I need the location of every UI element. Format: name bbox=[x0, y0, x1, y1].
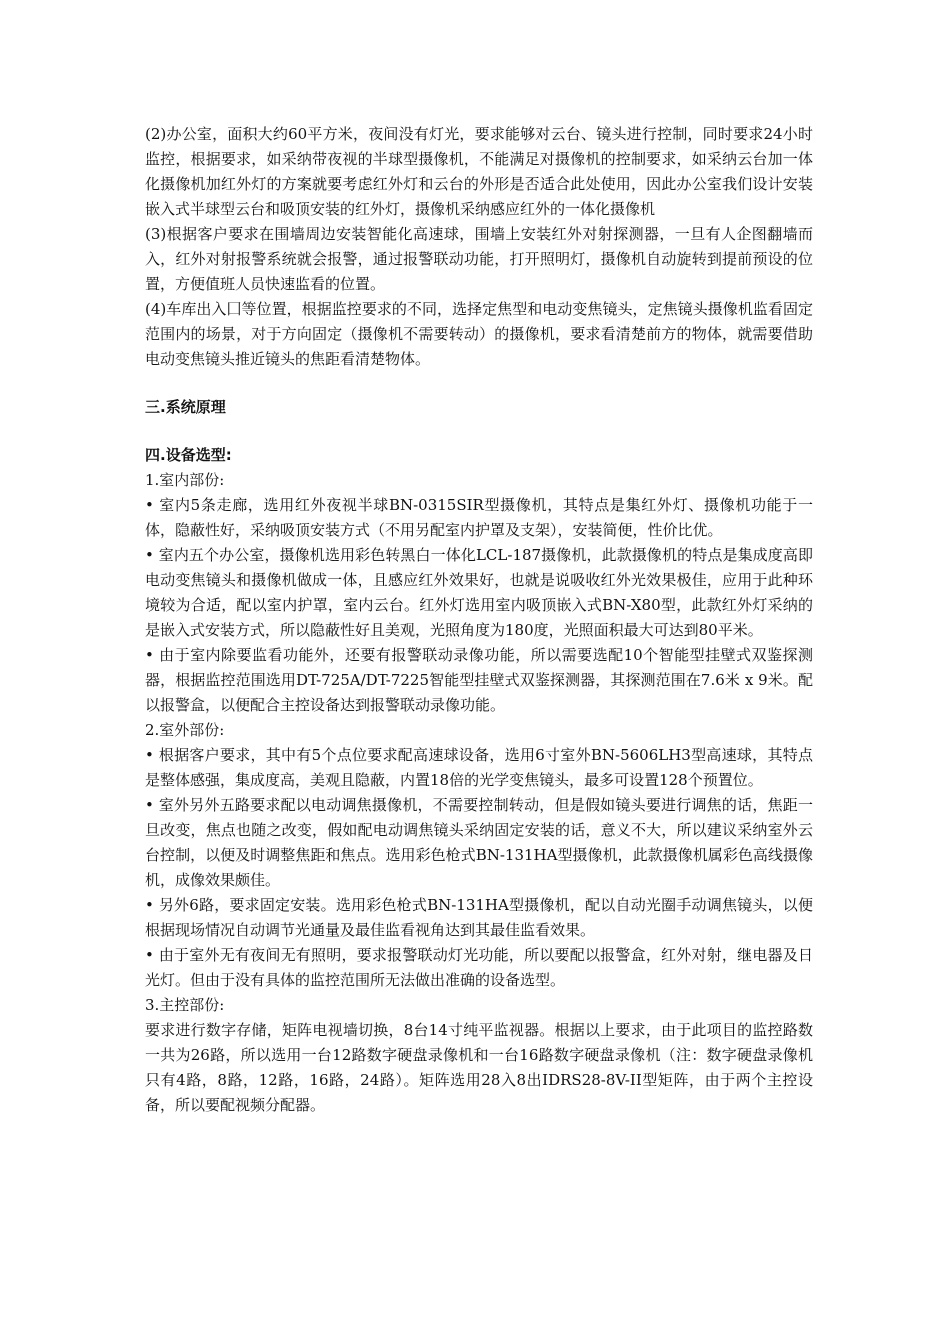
outdoor-item-speed-dome: • 根据客户要求，其中有5个点位要求配高速球设备，选用6寸室外BN-5606LH3型高速球，其特点是整体感强，集成度高，美观且隐蔽，内置18倍的光学变焦镜头，最多可设置128个预置位。 bbox=[145, 746, 813, 789]
indoor-item-office: • 室内五个办公室，摄像机选用彩色转黑白一体化LCL-187摄像机，此款摄像机的特点是集成度高即电动变焦镜头和摄像机做成一体，且感应红外效果好，也就是说吸收红外光效果极佳，应用于此种环境较为合适，配以室内护罩，室内云台。红外灯选用室内吸顶嵌入式BN-X80型，此款红外灯采纳的是嵌入式安装方式，所以隐蔽性好且美观，光照角度为180度，光照面积最大可达到80平米。 bbox=[145, 546, 813, 639]
document-body bbox=[145, 122, 813, 1118]
outdoor-item-alarm-lighting: • 由于室外无有夜间无有照明，要求报警联动灯光功能，所以要配以报警盒，红外对射，继电器及日光灯。但由于没有具体的监控范围所无法做出准确的设备选型。 bbox=[145, 946, 813, 989]
indoor-item-corridor: • 室内5条走廊，选用红外夜视半球BN-0315SIR型摄像机，其特点是集红外灯、摄像机功能于一体，隐蔽性好，采纳吸顶安装方式（不用另配室内护罩及支架），安装简便，性价比优。 bbox=[145, 496, 813, 539]
indoor-item-detector: • 由于室内除要监看功能外，还要有报警联动录像功能，所以需要选配10个智能型挂壁式双鉴探测器，根据监控范围选用DT-725A/DT-7225智能型挂壁式双鉴探测器，其探测范围在7.6米 x 9米。配以报警盒，以便配合主控设备达到报警联动录像功能。 bbox=[145, 646, 813, 714]
outdoor-item-motor-zoom: • 室外另外五路要求配以电动调焦摄像机，不需要控制转动，但是假如镜头要进行调焦的话，焦距一旦改变，焦点也随之改变，假如配电动调焦镜头采纳固定安装的话，意义不大，所以建议采纳室外云台控制，以便及时调整焦距和焦点。选用彩色枪式BN-131HA型摄像机，此款摄像机属彩色高线摄像机，成像效果颇佳。 bbox=[145, 796, 813, 889]
section-gap bbox=[145, 372, 813, 395]
subsection-title-control: 3.主控部份: bbox=[145, 996, 225, 1014]
section-title-equipment-selection: 四.设备选型: bbox=[145, 446, 232, 464]
outdoor-item-fixed: • 另外6路，要求固定安装。选用彩色枪式BN-131HA型摄像机，配以自动光圈手动调焦镜头，以便根据现场情况自动调节光通量及最佳监看视角达到其最佳监看效果。 bbox=[145, 896, 813, 939]
control-paragraph: 要求进行数字存储，矩阵电视墙切换，8台14寸纯平监视器。根据以上要求，由于此项目的监控路数一共为26路，所以选用一台12路数字硬盘录像机和一台16路数字硬盘录像机（注：数字硬盘录像机只有4路，8路，12路，16路，24路）。矩阵选用28入8出IDRS28-8V-II型矩阵，由于两个主控设备，所以要配视频分配器。 bbox=[145, 1021, 813, 1114]
subsection-title-outdoor: 2.室外部份: bbox=[145, 721, 225, 739]
intro-paragraph-office: (2)办公室，面积大约60平方米，夜间没有灯光，要求能够对云台、镜头进行控制，同时要求24小时监控，根据要求，如采纳带夜视的半球型摄像机，不能满足对摄像机的控制要求，如采纳云台加一体化摄像机加红外灯的方案就要考虑红外灯和云台的外形是否适合此处使用，因此办公室我们设计安装嵌入式半球型云台和吸顶安装的红外灯，摄像机采纳感应红外的一体化摄像机 bbox=[145, 125, 813, 218]
intro-paragraph-perimeter: (3)根据客户要求在围墙周边安装智能化高速球，围墙上安装红外对射探测器，一旦有人企图翻墙而入，红外对射报警系统就会报警，通过报警联动功能，打开照明灯，摄像机自动旋转到提前预设的位置，方便值班人员快速监看的位置。 bbox=[145, 225, 813, 293]
section-title-system-principle: 三.系统原理 bbox=[145, 398, 226, 416]
section-gap bbox=[145, 420, 813, 443]
subsection-title-indoor: 1.室内部份: bbox=[145, 471, 225, 489]
intro-paragraph-garage: (4)车库出入囗等位置，根据监控要求的不同，选择定焦型和电动变焦镜头，定焦镜头摄像机监看固定范围内的场景，对于方向固定（摄像机不需要转动）的摄像机，要求看清楚前方的物体，就需要借助电动变焦镜头推近镜头的焦距看清楚物体。 bbox=[145, 300, 813, 368]
